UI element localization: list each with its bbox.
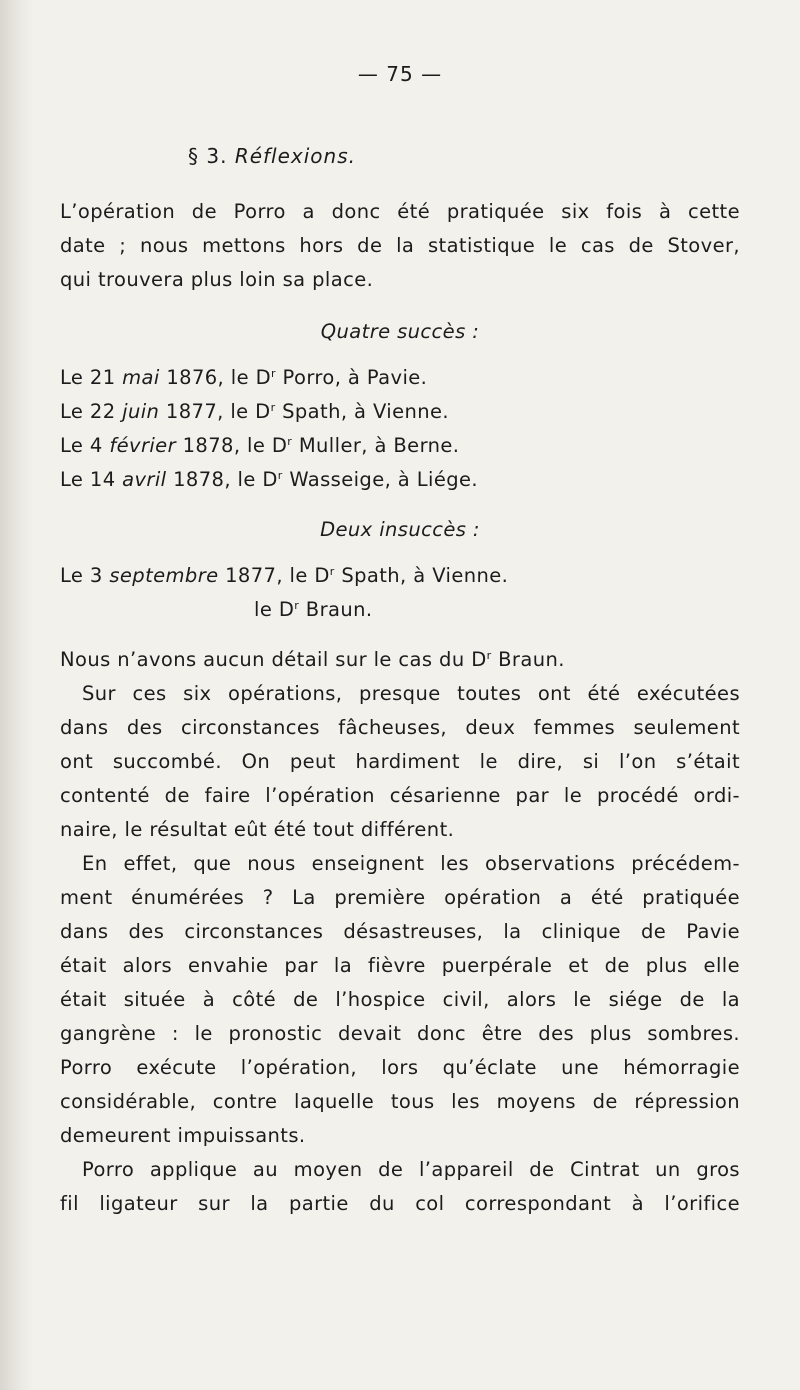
body-line: demeurent impuissants. (60, 1124, 306, 1147)
body-line: considérable, contre laquelle tous les moyens de répression (60, 1090, 740, 1113)
body-line: dans des circonstances désastreuses, la clinique de Pavie (60, 920, 740, 943)
body-line: Porro exécute l’opération, lors qu’éclate une hémorragie (60, 1056, 740, 1079)
body-line: En effet, que nous enseignent les observations précédem- (82, 852, 740, 875)
body-line: ment énumérées ? La première opération a été pratiquée (60, 886, 740, 909)
body-line: était située à côté de l’hospice civil, alors le siége de la (60, 988, 740, 1011)
failure-entry: Le 3 septembre 1877, le $D^r$ Spath, à Vienne. (60, 564, 509, 587)
failure-entry: le $D^r$ Braun. (254, 598, 373, 621)
section-title: Réflexions. (234, 144, 356, 168)
page-edge-shadow (0, 0, 34, 1390)
success-entry: Le 14 avril 1878, le $D^r$ Wasseige, à Liége. (60, 468, 479, 491)
failure-heading: Deux insuccès : (320, 518, 480, 541)
body-line: Nous n’avons aucun détail sur le cas du $D^r$ Braun. (60, 648, 565, 671)
body-line: dans des circonstances fâcheuses, deux femmes seulement (60, 716, 740, 739)
section-number: § 3. (188, 144, 228, 168)
body-line: Porro applique au moyen de l’appareil de Cintrat un gros (82, 1158, 740, 1181)
body-line: était alors envahie par la fièvre puerpérale et de plus elle (60, 954, 740, 977)
body-line: naire, le résultat eût été tout différent. (60, 818, 455, 841)
intro-line-2: date ; nous mettons hors de la statistique le cas de Stover, (60, 234, 740, 257)
success-entry: Le 21 mai 1876, le $D^r$ Porro, à Pavie. (60, 366, 428, 389)
body-line: gangrène : le pronostic devait donc être des plus sombres. (60, 1022, 740, 1045)
intro-line-1: L’opération de Porro a donc été pratiquée six fois à cette (60, 200, 740, 223)
success-entry: Le 4 février 1878, le $D^r$ Muller, à Berne. (60, 434, 460, 457)
body-line: contenté de faire l’opération césarienne par le procédé ordi- (60, 784, 740, 807)
success-heading: Quatre succès : (320, 320, 480, 343)
body-line: ont succombé. On peut hardiment le dire, si l’on s’était (60, 750, 740, 773)
body-line: Sur ces six opérations, presque toutes ont été exécutées (82, 682, 740, 705)
body-line: fil ligateur sur la partie du col correspondant à l’orifice (60, 1192, 740, 1215)
page-number: — 75 — (357, 62, 443, 86)
intro-line-3: qui trouvera plus loin sa place. (60, 268, 374, 291)
section-heading (188, 144, 356, 168)
success-entry: Le 22 juin 1877, le $D^r$ Spath, à Vienne. (60, 400, 450, 423)
